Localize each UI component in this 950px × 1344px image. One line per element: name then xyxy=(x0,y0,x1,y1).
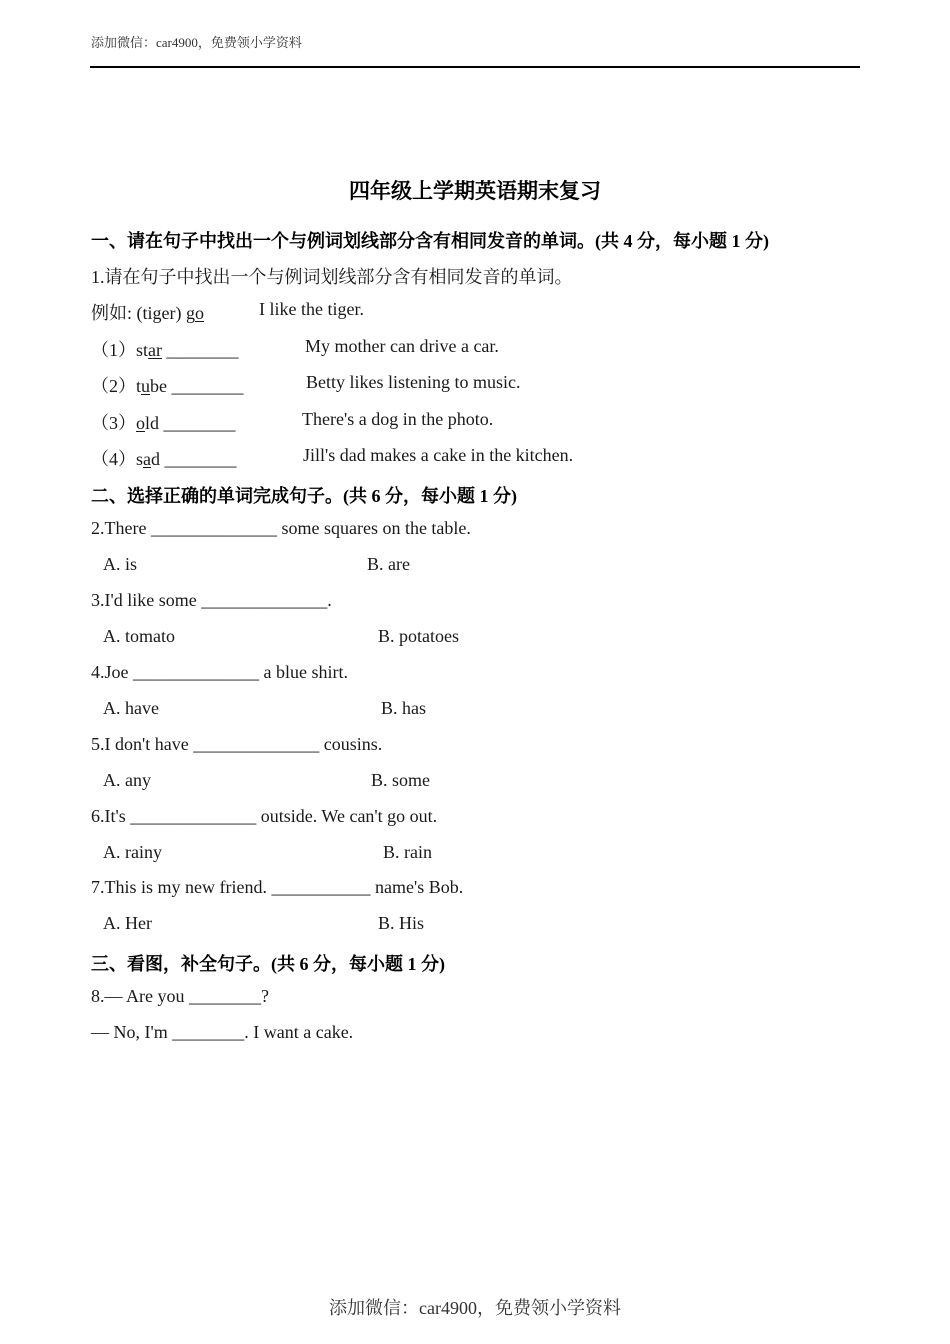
phonics-item-3-sentence: There's a dog in the photo. xyxy=(302,409,494,429)
question-4-option-b: B. has xyxy=(381,698,426,718)
page-title: 四年级上学期英语期末复习 xyxy=(349,179,601,203)
example-sentence: I like the tiger. xyxy=(259,299,364,319)
page-footer-text: 添加微信：car4900，免费领小学资料 xyxy=(329,1298,621,1318)
phonics-item-3-word: （3）old ________ xyxy=(91,413,236,433)
phonics-item-2-sentence: Betty likes listening to music. xyxy=(306,372,521,392)
phonics-item-1-word: （1）star ________ xyxy=(91,340,239,360)
question-5-option-a: A. any xyxy=(103,770,151,790)
question-8-line-2: — No, I'm ________. I want a cake. xyxy=(91,1022,354,1042)
question-6-stem: 6.It's ______________ outside. We can't go out. xyxy=(91,806,438,826)
section-2-heading: 二、选择正确的单词完成句子。(共 6 分，每小题 1 分) xyxy=(91,486,517,506)
phonics-item-4-sentence: Jill's dad makes a cake in the kitchen. xyxy=(303,445,574,465)
question-2-stem: 2.There ______________ some squares on the table. xyxy=(91,518,471,538)
header-divider xyxy=(90,66,860,68)
question-7-option-a: A. Her xyxy=(103,913,152,933)
question-2-option-a: A. is xyxy=(103,554,138,574)
question-5-option-b: B. some xyxy=(371,770,431,790)
question-2-option-b: B. are xyxy=(367,554,410,574)
section-3-heading: 三、看图，补全句子。(共 6 分，每小题 1 分) xyxy=(91,954,445,974)
question-6-option-a: A. rainy xyxy=(103,842,162,862)
example-underlined: o xyxy=(194,303,204,323)
question-6-option-b: B. rain xyxy=(383,842,432,862)
question-4-stem: 4.Joe ______________ a blue shirt. xyxy=(91,662,348,682)
question-3-option-a: A. tomato xyxy=(103,626,175,646)
section-1-heading: 一、请在句子中找出一个与例词划线部分含有相同发音的单词。(共 4 分，每小题 1 分) xyxy=(91,231,769,251)
example-row xyxy=(91,299,204,325)
question-7-stem: 7.This is my new friend. ___________ name's Bob. xyxy=(91,877,464,897)
question-8-line-1: 8.— Are you ________? xyxy=(91,986,269,1006)
phonics-item-4-word: （4）sad ________ xyxy=(91,449,237,469)
example-label: 例如: (tiger) g xyxy=(91,303,195,323)
question-3-option-b: B. potatoes xyxy=(378,626,459,646)
question-3-stem: 3.I'd like some ______________. xyxy=(91,590,332,610)
question-4-option-a: A. have xyxy=(103,698,159,718)
question-7-option-b: B. His xyxy=(378,913,425,933)
page-header-text: 添加微信：car4900，免费领小学资料 xyxy=(91,35,302,50)
phonics-item-2-word: （2）tube ________ xyxy=(91,376,244,396)
question-5-stem: 5.I don't have ______________ cousins. xyxy=(91,734,383,754)
phonics-item-1-sentence: My mother can drive a car. xyxy=(305,336,499,356)
section-1-instruction: 1.请在句子中找出一个与例词划线部分含有相同发音的单词。 xyxy=(91,267,573,287)
